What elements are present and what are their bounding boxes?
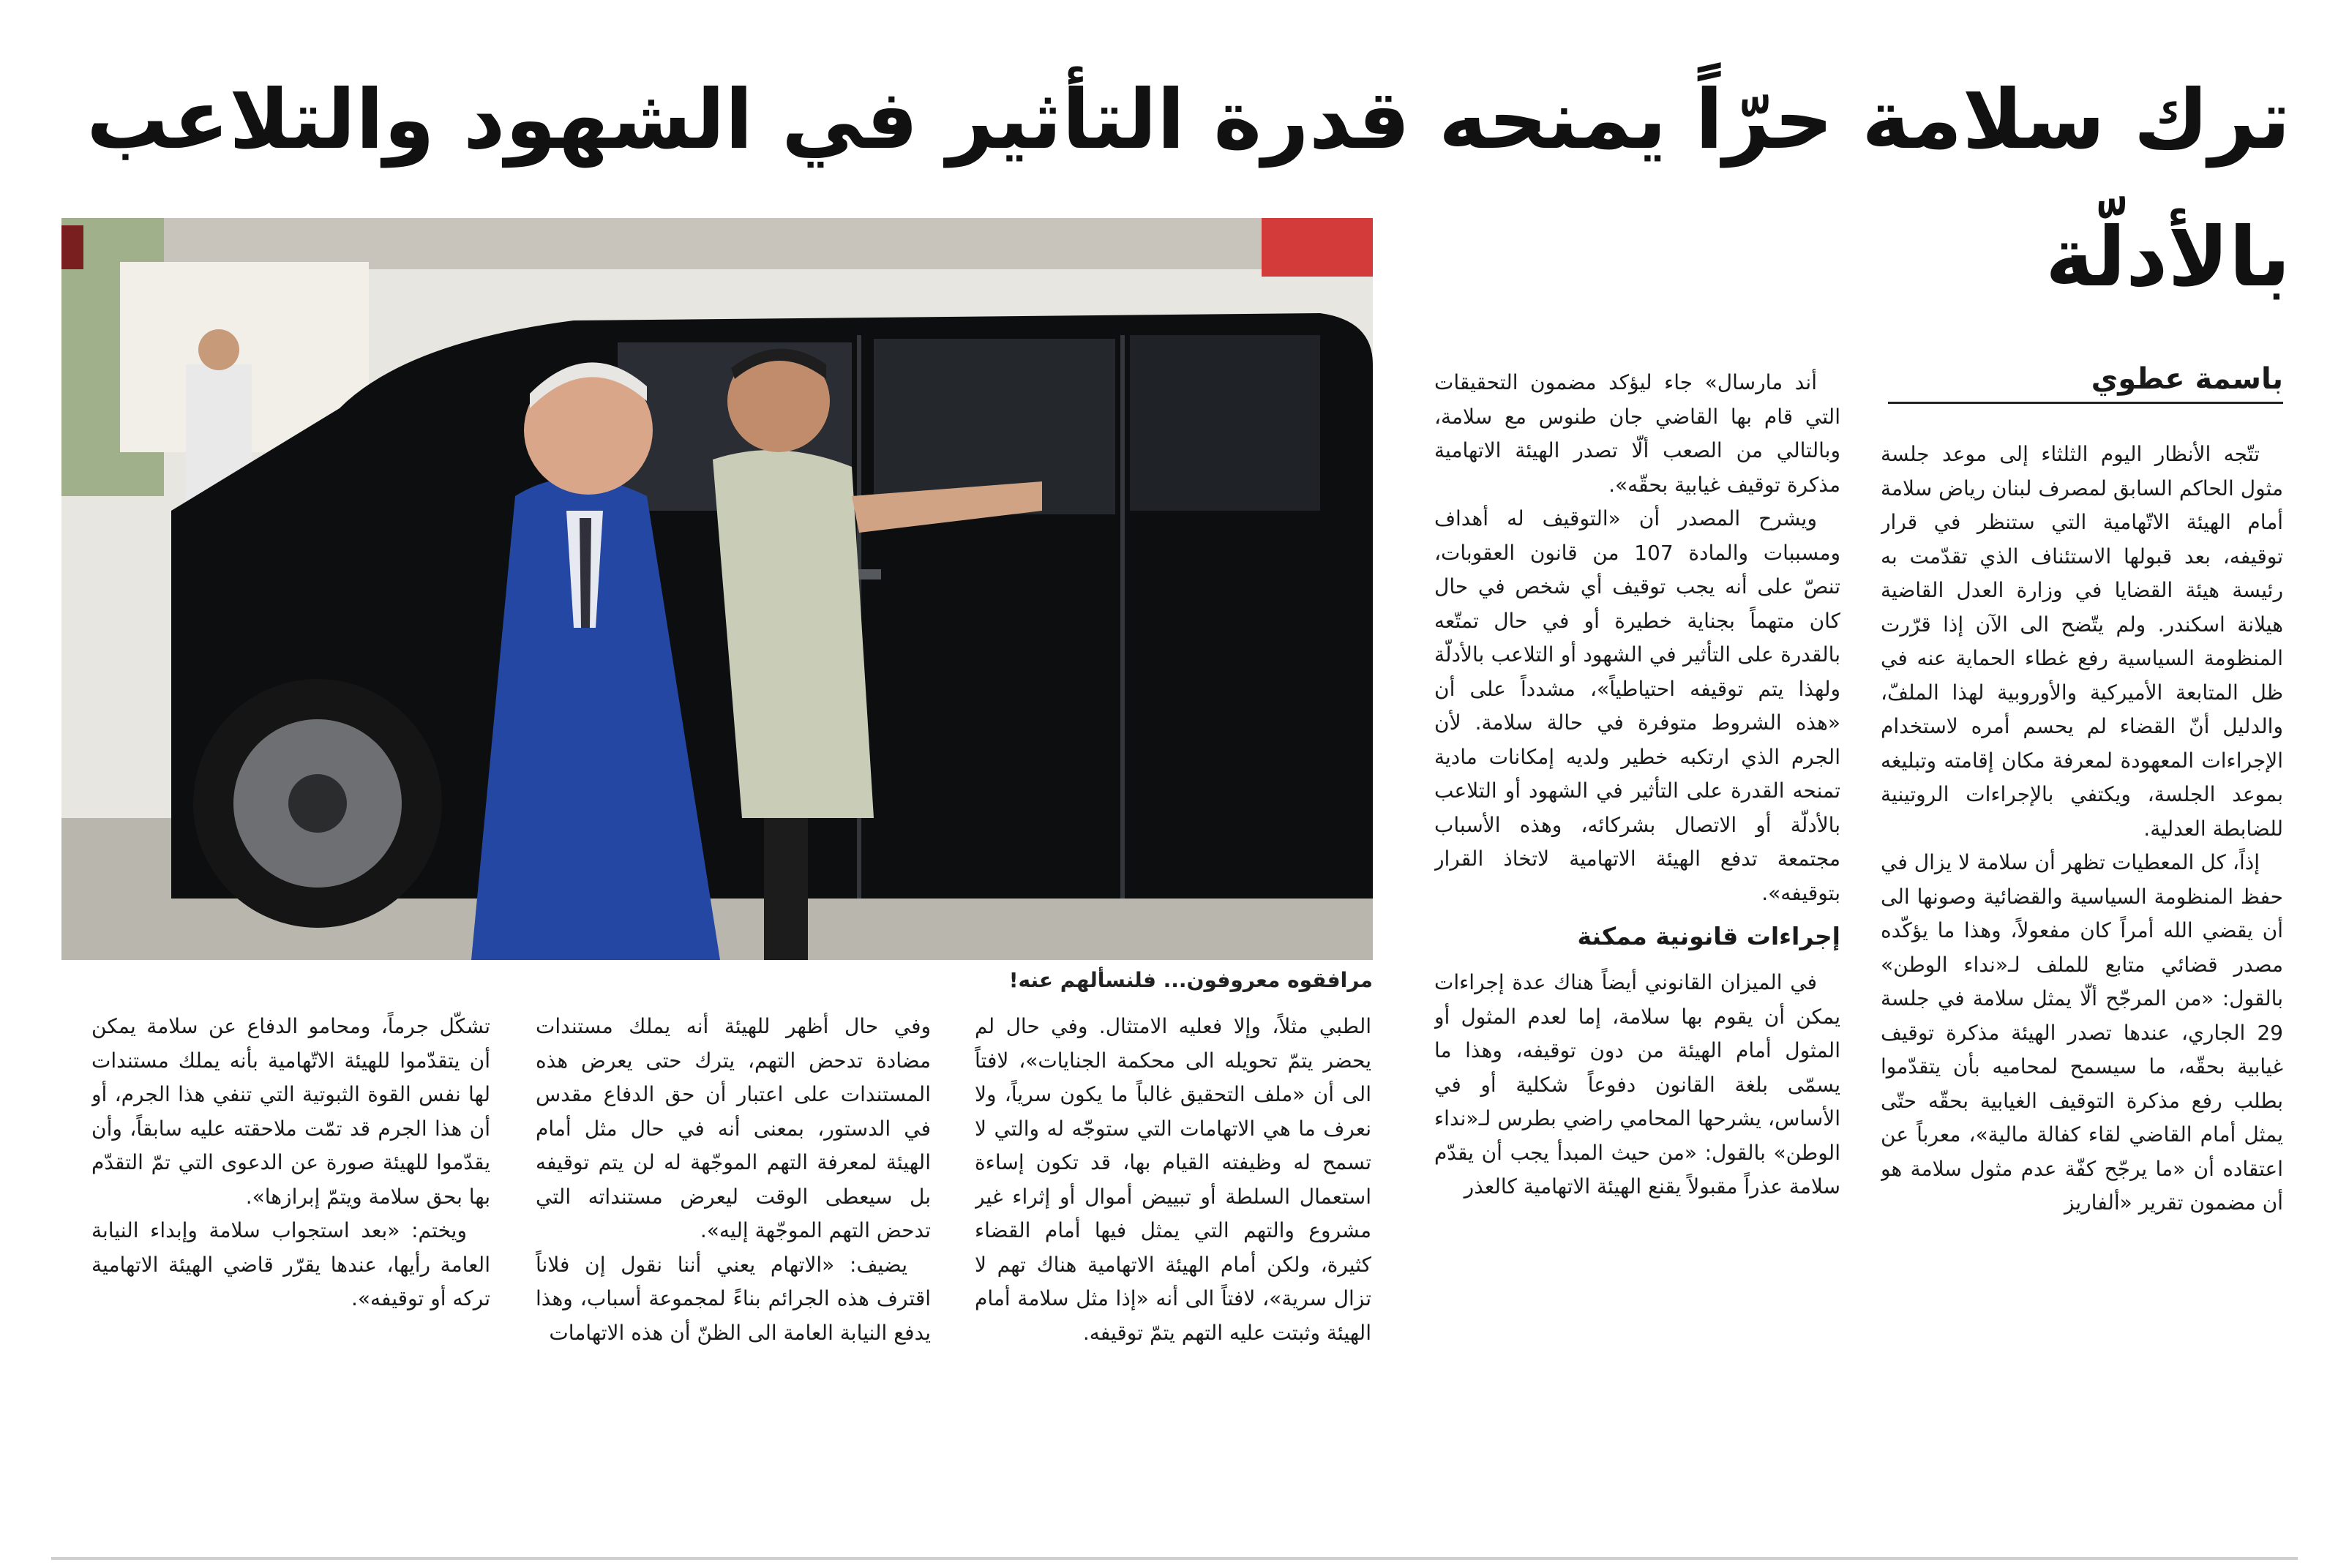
- page-bottom-rule: [51, 1557, 2298, 1560]
- photo-illustration: [61, 218, 1373, 960]
- paragraph: تشكّل جرماً، ومحامو الدفاع عن سلامة يمكن أن يتقدّموا للهيئة الاتّهامية بأنه يملك مستندات لها نفس القوة الثبوتية التي تنفي هذا الجرم، أو أن هذا الجرم قد تمّت ملاحقته عليه سابقاً، وأن يقدّموا للهيئة صورة عن الدعوى التي تمّ التقدّم بها بحق سلامة ويتمّ إبرازها».: [91, 1014, 490, 1209]
- article-column-5: [91, 1010, 490, 1515]
- paragraph: وفي حال أظهر للهيئة أنه يملك مستندات مضادة تدحض التهم، يترك حتى يعرض هذه المستندات على اعتبار أن حق الدفاع مقدس في الدستور، بمعنى أنه في حال مثل أمام الهيئة لمعرفة التهم الموجّهة له لن يتم توقيفه بل سيعطى الوقت ليعرض مستنداته التي تدحض التهم الموجّهة إليه».: [536, 1014, 931, 1242]
- paragraph: تتّجه الأنظار اليوم الثلثاء إلى موعد جلسة مثول الحاكم السابق لمصرف لبنان رياض سلامة أمام الهيئة الاتّهامية التي ستنظر في قرار توقيفه، بعد قبولها الاستئناف الذي تقدّمت به رئيسة هيئة القضايا في وزارة العدل القاضية هيلانة اسكندر. ولم يتّضح الى الآن إذا قرّرت المنظومة السياسية رفع غطاء الحماية عنه في ظل المتابعة الأميركية والأوروبية لهذا الملفّ، والدليل أنّ القضاء لم يحسم أمره لاستخدام الإجراءات المعهودة لمعرفة مكان إقامته وتبليغه بموعد الجلسة، ويكتفي بالإجراءات الروتينية للضابطة العدلية.: [1881, 442, 2283, 841]
- paragraph: الطبي مثلاً، وإلا فعليه الامتثال. وفي حال لم يحضر يتمّ تحويله الى محكمة الجنايات»، لافتاً الى أن «ملف التحقيق غالباً ما يكون سرياً، ولا نعرف ما هي الاتهامات التي ستوجّه له والتي لا تسمح له وظيفته القيام بها، قد تكون إساءة استعمال السلطة أو تبييض أموال أو إثراء غير مشروع والتهم التي يمثل فيها أمام القضاء كثيرة، ولكن أمام الهيئة الاتهامية هناك تهم لا تزال سرية»، لافتاً الى أنه «إذا مثل سلامة أمام الهيئة وثبتت عليه التهم يتمّ توقيفه.: [975, 1014, 1371, 1345]
- paragraph: في الميزان القانوني أيضاً هناك عدة إجراءات يمكن أن يقوم بها سلامة، إما لعدم المثول أو المثول أمام الهيئة من دون توقيفه، وهذا ما يسمّى بلغة القانون دفوعاً شكلية أو في الأساس، يشرحها المحامي راضي بطرس لـ«نداء الوطن» بالقول: «من حيث المبدأ يجب أن يقدّم سلامة عذراً مقبولاً يقنع الهيئة الاتهامية كالعذر: [1434, 970, 1840, 1198]
- paragraph: يضيف: «الاتهام يعني أننا نقول إن فلاناً اقترف هذه الجرائم بناءً لمجموعة أسباب، وهذا يدفع النيابة العامة الى الظنّ أن هذه الاتهامات: [536, 1252, 931, 1345]
- article-column-2: [1434, 366, 1840, 1507]
- paragraph: ويختم: «بعد استجواب سلامة وإبداء النيابة العامة رأيها، عندها يقرّر قاضي الهيئة الاتهامية تركه أو توقيفه».: [91, 1218, 490, 1310]
- paragraph: إذاً، كل المعطيات تظهر أن سلامة لا يزال في حفظ المنظومة السياسية والقضائية وصونها الى أن يقضي الله أمراً كان مفعولاً، وهذا ما يؤكّده مصدر قضائي متابع للملف لـ«نداء الوطن» بالقول: «من المرجّح ألّا يمثل سلامة في جلسة 29 الجاري، عندها تصدر الهيئة مذكرة توقيف غيابية بحقّه، ما سيسمح لمحاميه بأن يتقدّموا بطلب رفع مذكرة التوقيف الغيابية بحقّه حتّى يمثل أمام القاضي لقاء كفالة مالية»، معرباً عن اعتقاده أن «ما يرجّح كفّة عدم مثول سلامة هو أن مضمون تقرير «ألفاريز: [1881, 850, 2283, 1215]
- headline: ترك سلامة حرّاً يمنحه قدرة التأثير في الشهود والتلاعب بالأدلّة: [86, 72, 2290, 305]
- subheading: إجراءات قانونية ممكنة: [1577, 922, 1840, 950]
- article-column-4: [536, 1010, 931, 1515]
- byline: باسمة عطوي: [1888, 362, 2283, 404]
- paragraph: أند مارسال» جاء ليؤكد مضمون التحقيقات التي قام بها القاضي جان طنوس مع سلامة، وبالتالي من الصعب ألّا تصدر الهيئة الاتهامية مذكرة توقيف غيابية بحقّه».: [1434, 370, 1840, 497]
- article-column-3: [975, 1010, 1371, 1515]
- photo-caption: مرافقوه معروفون... فلنسألهم عنه!: [1008, 968, 1373, 992]
- article-photo: [61, 218, 1373, 960]
- article-column-1: [1881, 438, 2283, 1506]
- paragraph: ويشرح المصدر أن «التوقيف له أهداف ومسببات والمادة 107 من قانون العقوبات، تنصّ على أنه يجب توقيف أي شخص في حال كان متهماً بجناية خطيرة أو في حال تمتّعه بالقدرة على التأثير في الشهود أو التلاعب بالأدلّة ولهذا يتم توقيفه احتياطياً»، مشدداً على أن «هذه الشروط متوفرة في حالة سلامة. لأن الجرم الذي ارتكبه خطير ولديه إمكانات مادية تمنحه القدرة على التأثير في الشهود أو التلاعب بالأدلّة أو الاتصال بشركائه، وهذه الأسباب مجتمعة تدفع الهيئة الاتهامية لاتخاذ القرار بتوقيفه».: [1434, 506, 1840, 905]
